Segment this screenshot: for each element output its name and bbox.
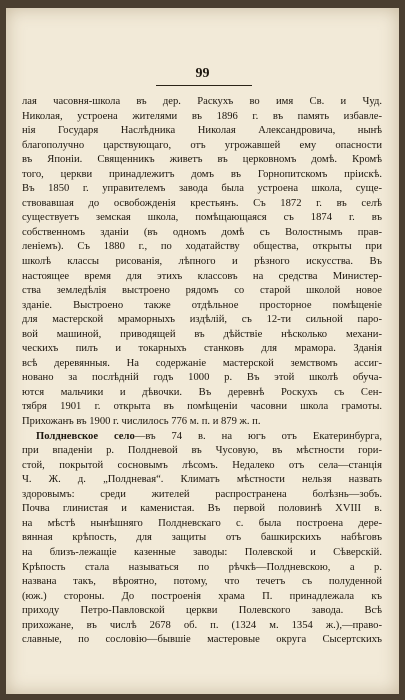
text-line [22, 240, 382, 255]
line-text: новано за послѣдній годъ 1000 р. Въ этой школѣ обуча- [22, 372, 382, 384]
text-line [22, 299, 382, 314]
text-line [22, 211, 382, 226]
page-number: 99 [195, 66, 210, 81]
text-line [22, 575, 382, 590]
line-text: настоящее время для этихъ классовъ на средства Министер- [22, 270, 382, 282]
text-line [22, 226, 382, 241]
text-line [22, 546, 382, 561]
text-line [22, 400, 382, 415]
text-line [22, 342, 382, 357]
text-line [22, 255, 382, 270]
book-page [6, 8, 399, 694]
line-text: ются мальчики и дѣвочки. Въ деревнѣ Роскухъ съ Сен- [22, 386, 382, 398]
line-text: —въ 74 в. на югъ отъ Екатеринбурга, [134, 430, 382, 442]
text-line [22, 430, 382, 445]
text-line [22, 168, 382, 183]
text-line [22, 444, 382, 459]
line-text: Въ 1850 г. управителемъ завода была устроена школа, суще- [22, 183, 382, 195]
line-text: въ Японіи. Священникъ живетъ въ церковномъ домѣ. Кромѣ [22, 154, 382, 166]
text-line [22, 386, 382, 401]
text-line [22, 590, 382, 605]
text-line [22, 604, 382, 619]
line-text: на мѣстѣ нынѣшняго Полдневскаго с. была построена дере- [22, 517, 382, 529]
line-text: здоровымъ: среди жителей распространена болѣзнь—зобъ. [22, 488, 382, 500]
entry-heading: Полдневское село [36, 430, 135, 442]
text-line [22, 270, 382, 285]
header-rule [156, 85, 252, 86]
line-text: названа такъ, вѣроятно, потому, что течетъ съ полуденной [22, 576, 382, 588]
text-line [22, 313, 382, 328]
text-line [22, 357, 382, 372]
line-text: всѣ деревянныя. На содержаніе мастерской земствомъ ассиг- [22, 357, 382, 369]
line-text: собственномъ зданіи (въ одномъ домѣ съ Волостнымъ прав- [22, 226, 382, 238]
line-text: славные, по сословію—бывшіе мастеровые округа Сысертскихъ [22, 634, 382, 646]
line-text: Ч. Ж. д. „Полдневая“. Климатъ мѣстности нельзя назвать [22, 474, 382, 486]
text-line [22, 633, 382, 648]
text-line [22, 371, 382, 386]
line-text: вой машиной, приводящей въ дѣйствіе нѣсколько механи- [22, 328, 382, 340]
text-line [22, 531, 382, 546]
text-line [22, 328, 382, 343]
text-line [22, 561, 382, 576]
line-text: Почва глинистая и каменистая. Въ первой половинѣ XVIII в. [22, 503, 382, 515]
line-text: существуетъ земская школа, помѣщающаяся съ 1874 г. въ [22, 212, 382, 224]
line-text: благополучно царствующаго, отъ угрожавшей ему опасности [22, 139, 382, 151]
text-line [22, 415, 382, 430]
text-line [22, 182, 382, 197]
line-text: Прихожанъ въ 1900 г. числилось 776 м. п. и 879 ж. п. [22, 416, 261, 428]
line-text: Крѣпость стала называться по рѣчкѣ—Полдневскою, а р. [22, 561, 382, 573]
line-text: при впаденіи р. Полдневой въ Чусовую, въ мѣстности гори- [22, 445, 382, 457]
text-line [22, 197, 382, 212]
line-text: ческихъ пилъ и токарныхъ станковъ для мрамора. Зданія [22, 343, 382, 355]
line-text: прихожане, въ числѣ 2678 об. п. (1324 м. 1354 ж.),—право- [22, 619, 382, 631]
line-text: стой, покрытой сосновымъ лѣсомъ. Недалеко отъ села—станція [22, 459, 382, 471]
line-text: (юж.) стороны. До построенія храма П. принадлежала къ [22, 590, 382, 602]
text-line [22, 459, 382, 474]
text-line [22, 488, 382, 503]
line-text: ствовавшая до освобожденія крестьянъ. Съ 1872 г. въ селѣ [22, 197, 382, 209]
line-text: ства земледѣлія выстроено рядомъ со старой школой новое [22, 285, 382, 297]
text-line [22, 284, 382, 299]
text-line [22, 502, 382, 517]
body-text [22, 95, 382, 648]
line-text: лая часовня-школа въ дер. Раскухъ во имя Св. и Чуд. [22, 96, 382, 107]
line-text: того, церкви принадлежитъ домъ въ Горнопитскомъ пріискѣ. [22, 168, 382, 180]
line-text: леніемъ). Съ 1880 г., по ходатайству общества, открыты при [22, 241, 382, 253]
text-line [22, 139, 382, 154]
line-text: тября 1901 г. открыта въ помѣщеніи часовни школа грамоты. [22, 401, 382, 413]
line-text: для мастерской мраморныхъ издѣлій, съ 12-ти сильной паро- [22, 314, 382, 326]
text-line [22, 110, 382, 125]
text-line [22, 153, 382, 168]
line-text: вянная крѣпость, для защиты отъ башкирскихъ набѣговъ [22, 532, 382, 544]
text-line [22, 517, 382, 532]
text-line [22, 473, 382, 488]
text-line [22, 619, 382, 634]
text-line [22, 124, 382, 139]
text-line [22, 95, 382, 110]
line-text: Николая, устроена жителями въ 1896 г. въ память избавле- [22, 110, 382, 122]
line-text: школѣ классы рисованія, лѣпного и рѣзного искусства. Въ [22, 256, 382, 268]
line-text: приходу Петро-Павловской церкви Полевского завода. Всѣ [22, 605, 382, 617]
line-text: зданіе. Выстроено также отдѣльное просторное помѣщеніе [22, 299, 382, 311]
line-text: нія Государя Наслѣдника Николая Александровича, нынѣ [22, 125, 382, 137]
line-text: на близъ-лежащіе казенные заводы: Полевской и Сѣверскій. [22, 546, 382, 558]
